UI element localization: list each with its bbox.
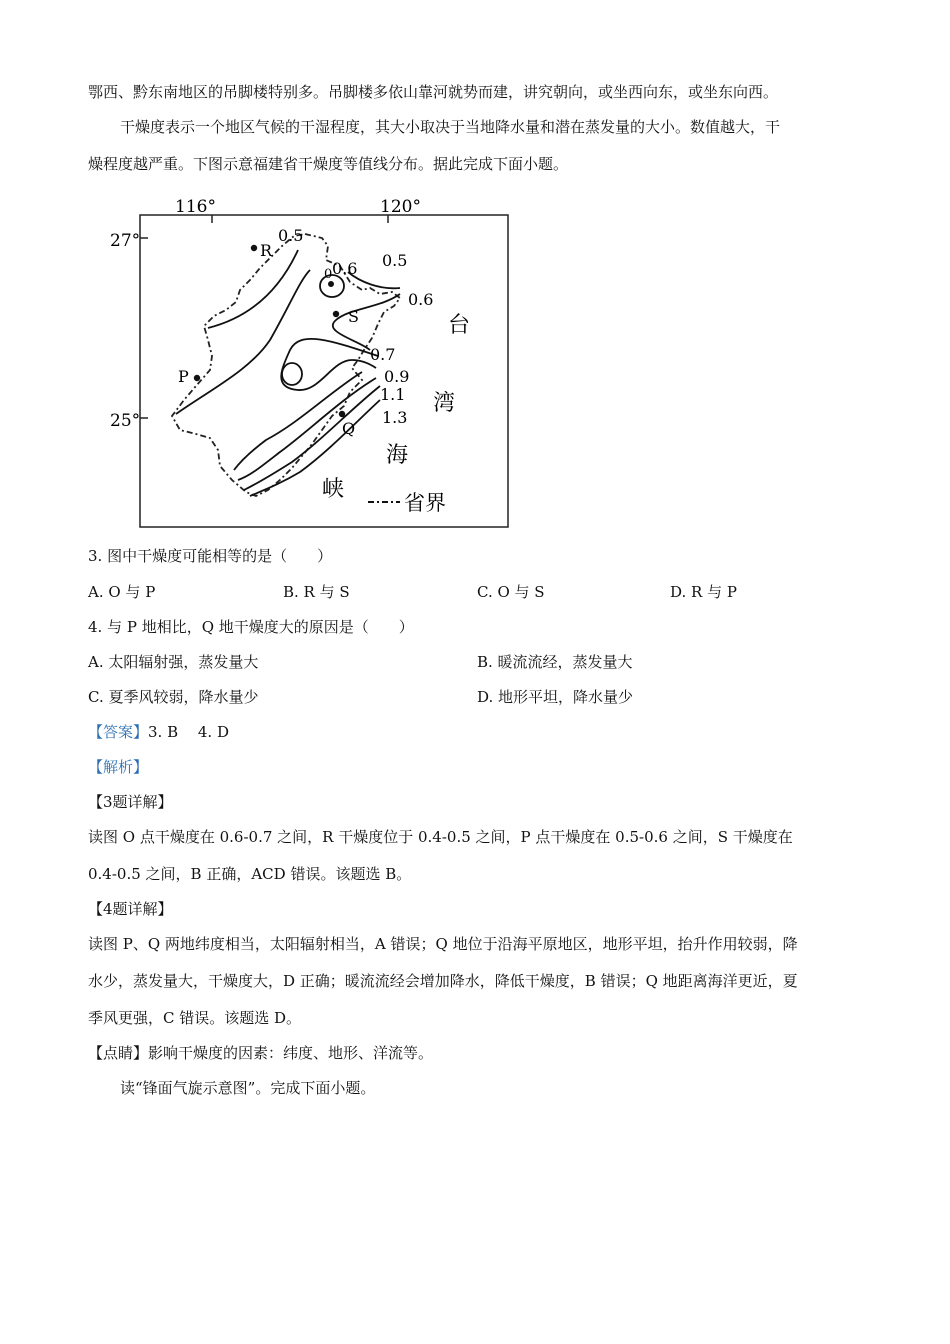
legend-label: 省界	[404, 491, 446, 515]
point-p-label: P	[178, 367, 189, 386]
lat-label: 27°	[110, 231, 141, 251]
paragraph-text: 鄂西、黔东南地区的吊脚楼特别多。吊脚楼多依山靠河就势而建，讲究朝向，或坐西向东，或坐东向西。	[88, 83, 779, 101]
isoline	[208, 250, 298, 328]
fujian-aridity-map	[100, 190, 520, 530]
isoline	[238, 378, 376, 480]
isoline-label: 1.1	[380, 385, 406, 404]
q4-option-d[interactable]: D. 地形平坦，降水量少	[477, 688, 634, 706]
isoline	[333, 294, 400, 350]
isoline-label: 0.6	[332, 259, 358, 278]
question-4-stem: 4. 与 P 地相比，Q 地干燥度大的原因是（ ）	[88, 618, 414, 636]
q4-detail-text: 水少，蒸发量大，干燥度大，D 正确；暖流流经会增加降水，降低干燥度，B 错误；Q 地距离海洋更近，夏	[88, 972, 798, 990]
analysis-tag: 【解析】	[88, 758, 149, 776]
isoline	[250, 400, 380, 496]
sea-label: 湾	[433, 391, 456, 416]
q4-detail-title: 【4题详解】	[88, 900, 173, 918]
lon-label: 116°	[175, 197, 216, 217]
answer-tag: 【答案】	[88, 723, 149, 741]
q4-option-c[interactable]: C. 夏季风较弱，降水量少	[88, 688, 259, 706]
point-s-label: S	[348, 307, 359, 326]
q3-detail-text: 读图 O 点干燥度在 0.6-0.7 之间，R 干燥度位于 0.4-0.5 之间，P 点干燥度在 0.5-0.6 之间，S 干燥度在	[88, 828, 793, 846]
next-intro: 读“锋面气旋示意图”。完成下面小题。	[120, 1079, 376, 1097]
question-3-stem: 3. 图中干燥度可能相等的是（ ）	[88, 547, 333, 565]
q3-option-a[interactable]: A. O 与 P	[88, 583, 156, 601]
answer-text: 3. B 4. D	[148, 723, 229, 741]
q3-option-c[interactable]: C. O 与 S	[477, 583, 545, 601]
q4-option-b[interactable]: B. 暖流流经，蒸发量大	[477, 653, 633, 671]
sea-label: 峡	[322, 477, 345, 502]
point-r-label: R	[260, 241, 273, 260]
isoline-label: 0.9	[384, 367, 410, 386]
lon-label: 120°	[380, 197, 421, 217]
sea-label: 台	[448, 313, 471, 338]
isoline	[244, 386, 380, 490]
isoline	[282, 363, 302, 385]
lat-label: 25°	[110, 411, 141, 431]
answer-line	[88, 722, 229, 742]
isoline-label: 0.5	[278, 226, 304, 245]
isoline	[176, 270, 310, 414]
point-r-dot	[251, 245, 257, 251]
q3-detail-title: 【3题详解】	[88, 793, 173, 811]
q4-detail-text: 季风更强，C 错误。该题选 D。	[88, 1009, 302, 1027]
q3-option-b[interactable]: B. R 与 S	[283, 583, 350, 601]
tip-text: 【点睛】影响干燥度的因素：纬度、地形、洋流等。	[88, 1044, 434, 1062]
q4-detail-text: 读图 P、Q 两地纬度相当，太阳辐射相当，A 错误；Q 地位于沿海平原地区，地形平坦，抬升作用较弱，降	[88, 935, 798, 953]
sea-label: 海	[386, 443, 409, 468]
point-o-label: 0	[324, 267, 333, 282]
point-q-label: Q	[342, 419, 356, 438]
isoline-label: 0.5	[382, 251, 408, 270]
q3-detail-text: 0.4-0.5 之间，B 正确，ACD 错误。该题选 B。	[88, 865, 412, 883]
intro-line: 燥程度越严重。下图示意福建省干燥度等值线分布。据此完成下面小题。	[88, 155, 569, 173]
isoline-label: 0.7	[370, 345, 396, 364]
q3-option-d[interactable]: D. R 与 P	[670, 583, 737, 601]
point-s-dot	[333, 311, 339, 317]
intro-line: 干燥度表示一个地区气候的干湿程度，其大小取决于当地降水量和潜在蒸发量的大小。数值越大，干	[120, 118, 781, 136]
point-p-dot	[194, 375, 200, 381]
point-q-dot	[339, 411, 345, 417]
isoline-label: 0.6	[408, 290, 434, 309]
q4-option-a[interactable]: A. 太阳辐射强，蒸发量大	[88, 653, 259, 671]
isoline-label: 1.3	[382, 408, 408, 427]
